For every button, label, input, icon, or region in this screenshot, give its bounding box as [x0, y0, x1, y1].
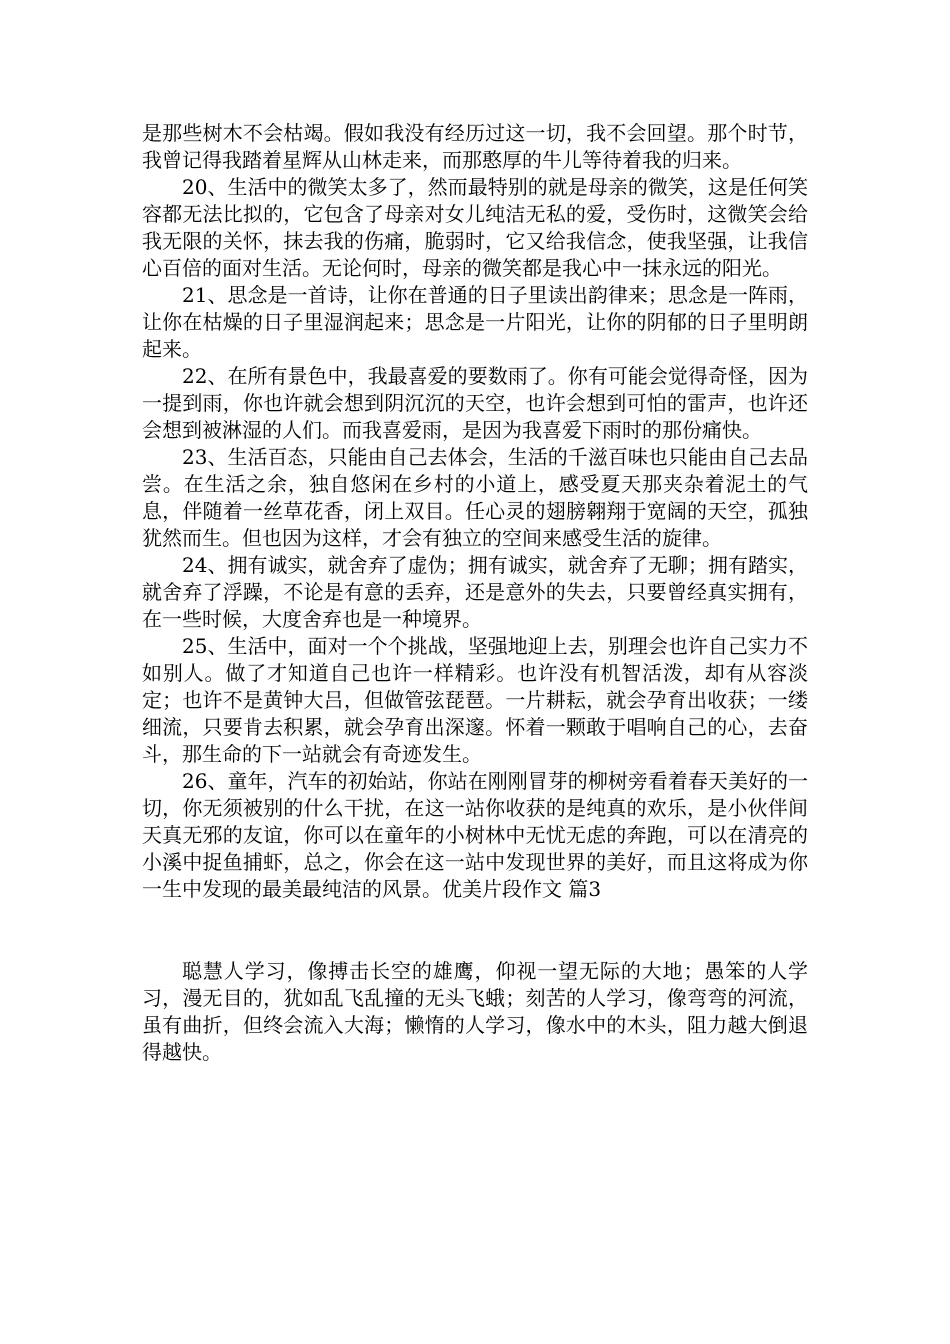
- paragraph-continuation: 是那些树木不会枯竭。假如我没有经历过这一切，我不会回望。那个时节，我曾记得我踏着星辉从山林走来，而那憨厚的牛儿等待着我的归来。: [142, 121, 808, 172]
- paragraph-26: 26、童年，汽车的初始站，你站在刚刚冒芽的柳树旁看着春天美好的一切，你无须被别的什么干扰，在这一站你收获的是纯真的欢乐，是小伙伴间天真无邪的友谊，你可以在童年的小树林中无忧无虑的奔跑，可以在清亮的小溪中捉鱼捕虾，总之，你会在这一站中发现世界的美好，而且这将成为你一生中发现的最美最纯洁的风景。优美片段作文 篇3: [142, 769, 808, 901]
- paragraph-23: 23、生活百态，只能由自己去体会，生活的千滋百味也只能由自己去品尝。在生活之余，独自悠闲在乡村的小道上，感受夏天那夹杂着泥土的气息，伴随着一丝草花香，闭上双目。任心灵的翅膀翱翔于宽阔的天空，孤独犹然而生。但也因为这样，才会有独立的空间来感受生活的旋律。: [142, 445, 808, 550]
- paragraph-25: 25、生活中，面对一个个挑战，坚强地迎上去，别理会也许自己实力不如别人。做了才知道自己也许一样精彩。也许没有机智活泼，却有从容淡定；也许不是黄钟大吕，但做管弦琵琶。一片耕耘，就会孕育出收获；一缕细流，只要肯去积累，就会孕育出深邃。怀着一颗敢于唱响自己的心，去奋斗，那生命的下一站就会有奇迹发生。: [142, 634, 808, 766]
- paragraph-20: 20、生活中的微笑太多了，然而最特别的就是母亲的微笑，这是任何笑容都无法比拟的，它包含了母亲对女儿纯洁无私的爱，受伤时，这微笑会给我无限的关怀，抹去我的伤痛，脆弱时，它又给我信念，使我坚强，让我信心百倍的面对生活。无论何时，母亲的微笑都是我心中一抹永远的阳光。: [142, 175, 808, 280]
- paragraph-24: 24、拥有诚实，就舍弃了虚伪；拥有诚实，就舍弃了无聊；拥有踏实，就舍弃了浮躁，不论是有意的丢弃，还是意外的失去，只要曾经真实拥有，在一些时候，大度舍弃也是一种境界。: [142, 553, 808, 631]
- paragraph-22: 22、在所有景色中，我最喜爱的要数雨了。你有可能会觉得奇怪，因为一提到雨，你也许就会想到阴沉沉的天空，也许会想到可怕的雷声，也许还会想到被淋湿的人们。而我喜爱雨，是因为我喜爱下雨时的那份痛快。: [142, 364, 808, 442]
- document-page: [142, 120, 808, 1066]
- paragraph-section-3: 聪慧人学习，像搏击长空的雄鹰，仰视一望无际的大地；愚笨的人学习，漫无目的，犹如乱飞乱撞的无头飞蛾；刻苦的人学习，像弯弯的河流，虽有曲折，但终会流入大海；懒惰的人学习，像水中的木头，阻力越大倒退得越快。: [142, 959, 808, 1064]
- paragraph-21: 21、思念是一首诗，让你在普通的日子里读出韵律来；思念是一阵雨，让你在枯燥的日子里湿润起来；思念是一片阳光，让你的阴郁的日子里明朗起来。: [142, 283, 808, 361]
- section-gap: [142, 903, 808, 958]
